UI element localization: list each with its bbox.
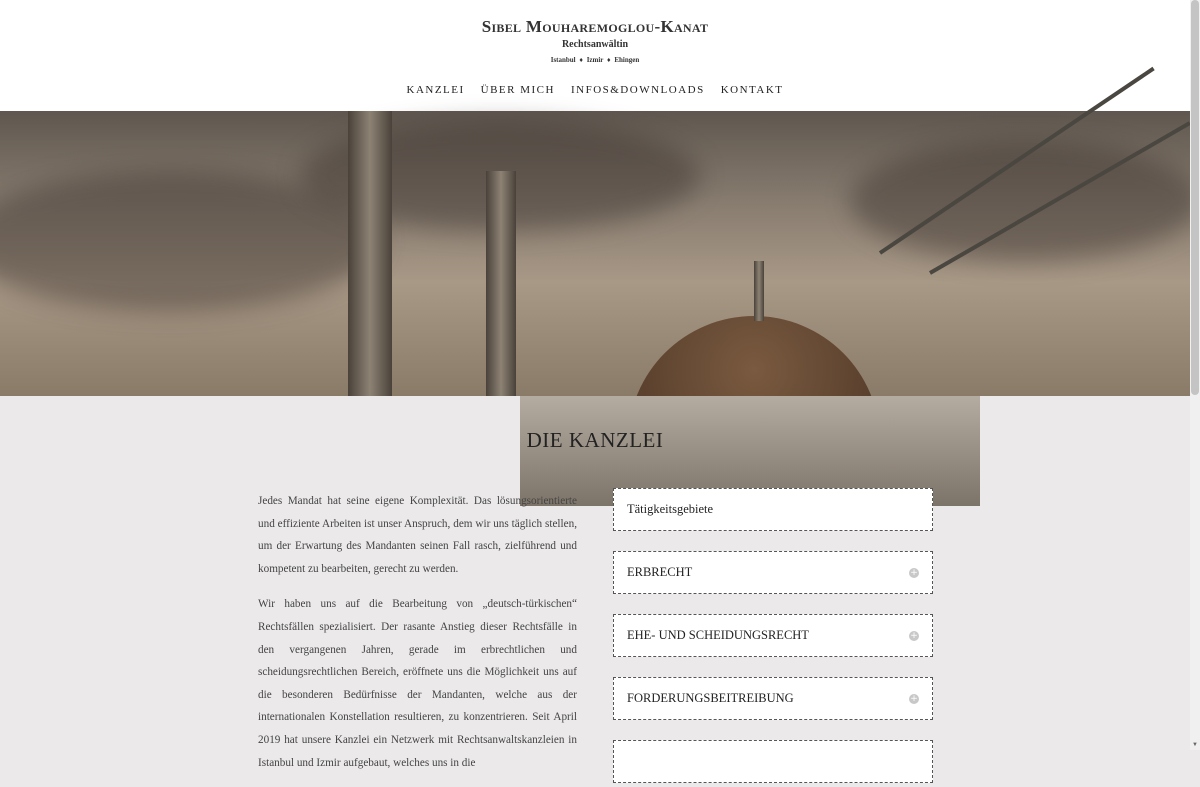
accordion-heading-label: Tätigkeitsgebiete <box>627 502 714 516</box>
accordion-heading <box>613 488 933 531</box>
plus-icon: + <box>910 567 918 578</box>
scrollbar-thumb[interactable] <box>1191 0 1199 395</box>
logo-name: Sibel Mouharemoglou-Kanat <box>481 17 709 36</box>
nav-kanzlei[interactable]: KANZLEI <box>406 84 465 96</box>
logo[interactable] <box>0 17 1190 64</box>
site-header <box>0 0 1190 111</box>
accordion-item-scheidungsrecht[interactable] <box>613 614 933 657</box>
nav-ueber-mich[interactable]: ÜBER MICH <box>480 84 555 96</box>
scroll-down-icon[interactable]: ▼ <box>1192 742 1198 748</box>
page-title: DIE KANZLEI <box>526 428 664 452</box>
accordion-label: ERBRECHT <box>627 565 693 579</box>
accordion-item-forderungsbeitreibung[interactable] <box>613 677 933 720</box>
nav-infos-downloads[interactable]: INFOS&DOWNLOADS <box>570 84 705 96</box>
paragraph: Wir haben uns auf die Bearbeitung von „deutsch-türkischen“ Rechtsfällen spezialisiert. Der rasante Anstieg dieser Rechtsfälle in den vergangenen Jahren, gerade im erbrechtlichen und scheidungsrechtlichen Bereich, eröffnete uns die Möglichkeit uns auf die besonderen Bedürfnisse der Mandanten, welche aus der internationalen Konstellation resultieren, zu konzentrieren. Seit April 2019 hat unsere Kanzlei ein Netzwerk mit Rechtsanwaltskanzleien in Istanbul und Izmir aufgebaut, welches uns in die <box>258 598 577 769</box>
logo-cities: Istanbul ♦ Izmir ♦ Ehingen <box>550 56 640 64</box>
main-nav <box>0 84 1190 96</box>
paragraph: Jedes Mandat hat seine eigene Komplexität. Das lösungsorientierte und effiziente Arbeiten ist unser Anspruch, dem wir uns täglich stellen, um der Erwartung des Mandanten seinen Fall rasch, zielführend und kompetent zu bearbeiten, gerecht zu werden. <box>258 495 577 575</box>
scrollbar[interactable] <box>1190 0 1200 750</box>
hero-image <box>0 111 1190 396</box>
accordion-item-erbrecht[interactable] <box>613 551 933 594</box>
accordion-label: FORDERUNGSBEITREIBUNG <box>627 691 794 705</box>
accordion-label: EHE- UND SCHEIDUNGSRECHT <box>627 628 809 642</box>
plus-icon: + <box>910 693 918 704</box>
accordion-item[interactable] <box>613 740 933 783</box>
nav-kontakt[interactable]: KONTAKT <box>720 84 784 96</box>
logo-subtitle: Rechtsanwältin <box>561 39 629 50</box>
intro-text <box>258 490 577 787</box>
plus-icon: + <box>910 630 918 641</box>
